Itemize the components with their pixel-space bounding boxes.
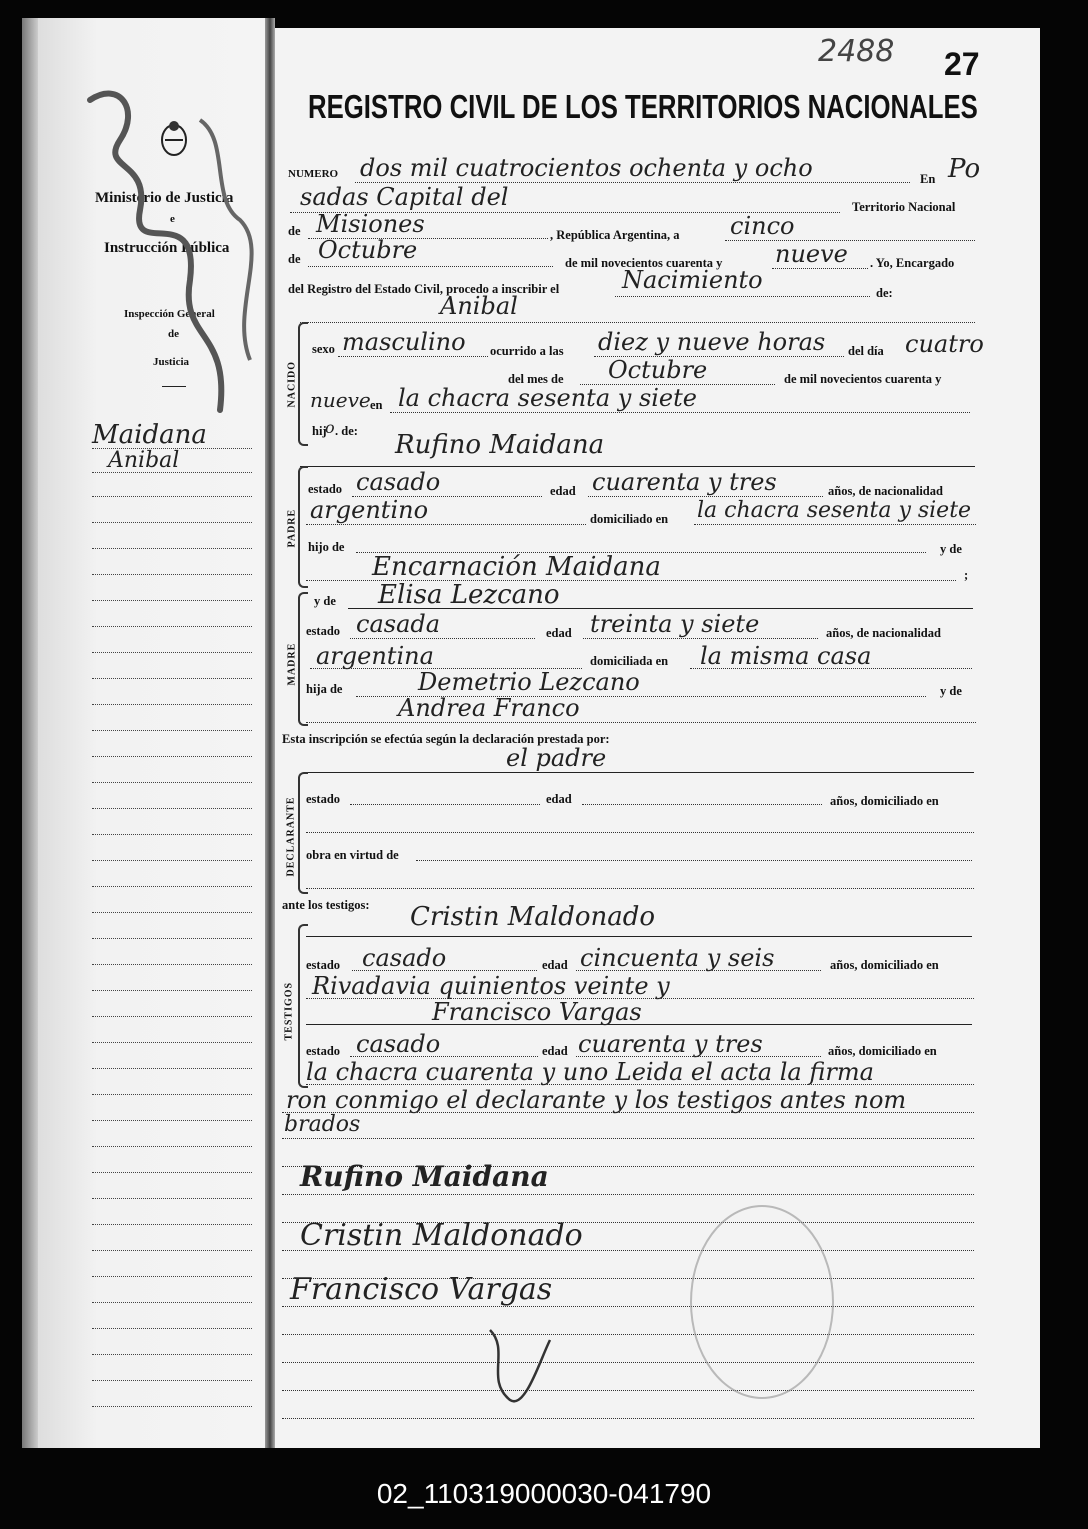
testigo1-edad: cincuenta y seis: [580, 944, 775, 972]
lugar-value-1: Po: [948, 154, 981, 184]
padre-anios-label: años, de nacionalidad: [828, 484, 943, 498]
territorio-label: Territorio Nacional: [852, 200, 956, 214]
scan-code: 02_110319000030-041790: [376, 1478, 712, 1509]
padre-edad-label: edad: [550, 484, 576, 498]
mes-label: del mes de: [508, 372, 564, 386]
declarante-section-label: DECLARANTE: [285, 796, 297, 877]
testigo1-edad-label: edad: [542, 958, 568, 972]
folio-number: 2488: [818, 34, 895, 69]
inspection-line2: de: [168, 328, 179, 340]
madre-y-de: y de: [314, 594, 336, 608]
padre-edad-value: cuarenta y tres: [592, 468, 777, 496]
hijo-de-label: . de:: [335, 424, 358, 438]
padre-section-label: PADRE: [286, 508, 298, 548]
dia-label: del día: [848, 344, 884, 358]
anio-nac-value: nueve: [310, 388, 371, 412]
declarante-estado-label: estado: [306, 792, 341, 806]
en-label: En: [920, 172, 936, 186]
declarante-nombre: el padre: [506, 744, 607, 772]
closing-line-3: brados: [284, 1112, 361, 1137]
sexo-label: sexo: [312, 342, 335, 356]
official-seal-stamp: [690, 1205, 834, 1399]
madre-estado-value: casada: [356, 610, 441, 638]
testigo1-nombre: Cristin Maldonado: [410, 902, 656, 932]
testigo1-estado: casado: [362, 944, 447, 972]
madre-y-de-2: y de: [940, 684, 962, 698]
anio-value: nueve: [775, 240, 848, 268]
anio-label: de mil novecientos cuarenta y: [565, 256, 723, 270]
registro-label: del Registro del Estado Civil, procedo a inscribir el: [288, 282, 560, 296]
declaracion-label: Esta inscripción se efectúa según la declaración prestada por:: [282, 732, 610, 746]
acto-value: Nacimiento: [622, 266, 763, 294]
numero-value: dos mil cuatrocientos ochenta y ocho: [360, 154, 813, 182]
padre-semicolon: ;: [964, 568, 969, 582]
padre-nombre: Rufino Maidana: [395, 430, 605, 460]
binding-edge: [22, 18, 38, 1448]
en-nac-label: en: [370, 398, 383, 412]
madre-edad-label: edad: [546, 626, 572, 640]
margin-signature-scribble: [80, 80, 280, 440]
signature-testigo1: Cristin Maldonado: [300, 1218, 583, 1253]
madre-nombre: Elisa Lezcano: [378, 580, 560, 610]
lugar-value-2: sadas Capital del: [300, 183, 509, 211]
inspection-line3: Justicia: [153, 356, 190, 368]
signature-testigo2: Francisco Vargas: [290, 1272, 553, 1307]
padre-estado-value: casado: [356, 468, 441, 496]
mes-value: Octubre: [318, 236, 418, 264]
testigo2-estado: casado: [356, 1030, 441, 1058]
de-label: de: [288, 224, 301, 238]
nombre-value: Anibal: [440, 292, 518, 320]
padre-padre-value: Encarnación Maidana: [372, 552, 661, 582]
madre-estado-label: estado: [306, 624, 341, 638]
madre-edad-value: treinta y siete: [590, 610, 760, 638]
dia-value: cinco: [730, 212, 795, 240]
anio-nac-label: de mil novecientos cuarenta y: [784, 372, 942, 386]
territorio-value: Misiones: [316, 210, 425, 238]
dia-nac-value: cuatro: [905, 330, 984, 358]
padre-nacionalidad: argentino: [310, 496, 429, 524]
testigo2-estado-label: estado: [306, 1044, 341, 1058]
testigos-label: ante los testigos:: [282, 898, 370, 912]
nacido-section-label: NACIDO: [286, 360, 298, 408]
officer-signature-scribble: [480, 1320, 560, 1420]
declarante-anios-label: años, domiciliado en: [830, 794, 939, 808]
document-title: REGISTRO CIVIL DE LOS TERRITORIOS NACIONALES: [308, 88, 978, 125]
testigo2-edad-label: edad: [542, 1044, 568, 1058]
madre-anios-label: años, de nacionalidad: [826, 626, 941, 640]
testigo1-domicilio: Rivadavia quinientos veinte y: [312, 972, 670, 1000]
madre-domicilio-value: la misma casa: [700, 642, 872, 670]
ocurrido-label: ocurrido a las: [490, 344, 564, 358]
signature-padre: Rufino Maidana: [300, 1160, 549, 1193]
padre-domicilio-label: domiciliado en: [590, 512, 669, 526]
margin-surname: Maidana: [92, 420, 207, 450]
inspection-line1: Inspección General: [124, 308, 215, 320]
padre-hijo-label: hijo de: [308, 540, 345, 554]
ministry-line1: Ministerio de Justicia: [95, 190, 234, 206]
page-number: 27: [944, 46, 980, 82]
testigo1-anios-label: años, domiciliado en: [830, 958, 939, 972]
testigos-section-label: TESTIGOS: [283, 981, 295, 1041]
de-label-2: de: [288, 252, 301, 266]
madre-nacionalidad: argentina: [316, 642, 434, 670]
mes-nac-value: Octubre: [608, 356, 708, 384]
numero-label: NUMERO: [288, 168, 339, 180]
closing-line-2: ron conmigo el declarante y los testigos antes nom: [286, 1086, 907, 1114]
hijo-label: hij: [312, 424, 327, 438]
padre-domicilio-value: la chacra sesenta y siete: [697, 498, 972, 523]
madre-section-label: MADRE: [286, 642, 298, 686]
madre-domicilio-label: domiciliada en: [590, 654, 669, 668]
testigo2-edad: cuarenta y tres: [578, 1030, 763, 1058]
sexo-value: masculino: [342, 328, 466, 356]
margin-given-name: Anibal: [108, 448, 180, 473]
testigo2-nombre: Francisco Vargas: [432, 998, 642, 1026]
testigo2-anios-label: años, domiciliado en: [828, 1044, 937, 1058]
obra-label: obra en virtud de: [306, 848, 399, 862]
testigo1-estado-label: estado: [306, 958, 341, 972]
madre-hija-label: hija de: [306, 682, 343, 696]
padre-y-de: y de: [940, 542, 962, 556]
hijo-suffix: o: [325, 418, 335, 437]
de-colon-label: de:: [876, 286, 893, 300]
republica-label: , República Argentina, a: [550, 228, 680, 242]
testigo2-domicilio: la chacra cuarenta y uno Leida el acta la firma: [306, 1058, 874, 1086]
madre-madre-value: Andrea Franco: [398, 694, 580, 722]
madre-padre-value: Demetrio Lezcano: [418, 668, 640, 696]
ministry-line3: Instrucción Pública: [104, 240, 230, 256]
hora-value: diez y nueve horas: [598, 328, 826, 356]
ministry-line2: e: [170, 213, 175, 225]
padre-estado-label: estado: [308, 482, 343, 496]
lugar-nac-value: la chacra sesenta y siete: [398, 384, 697, 412]
declarante-edad-label: edad: [546, 792, 572, 806]
encargado-label: . Yo, Encargado: [870, 256, 955, 270]
